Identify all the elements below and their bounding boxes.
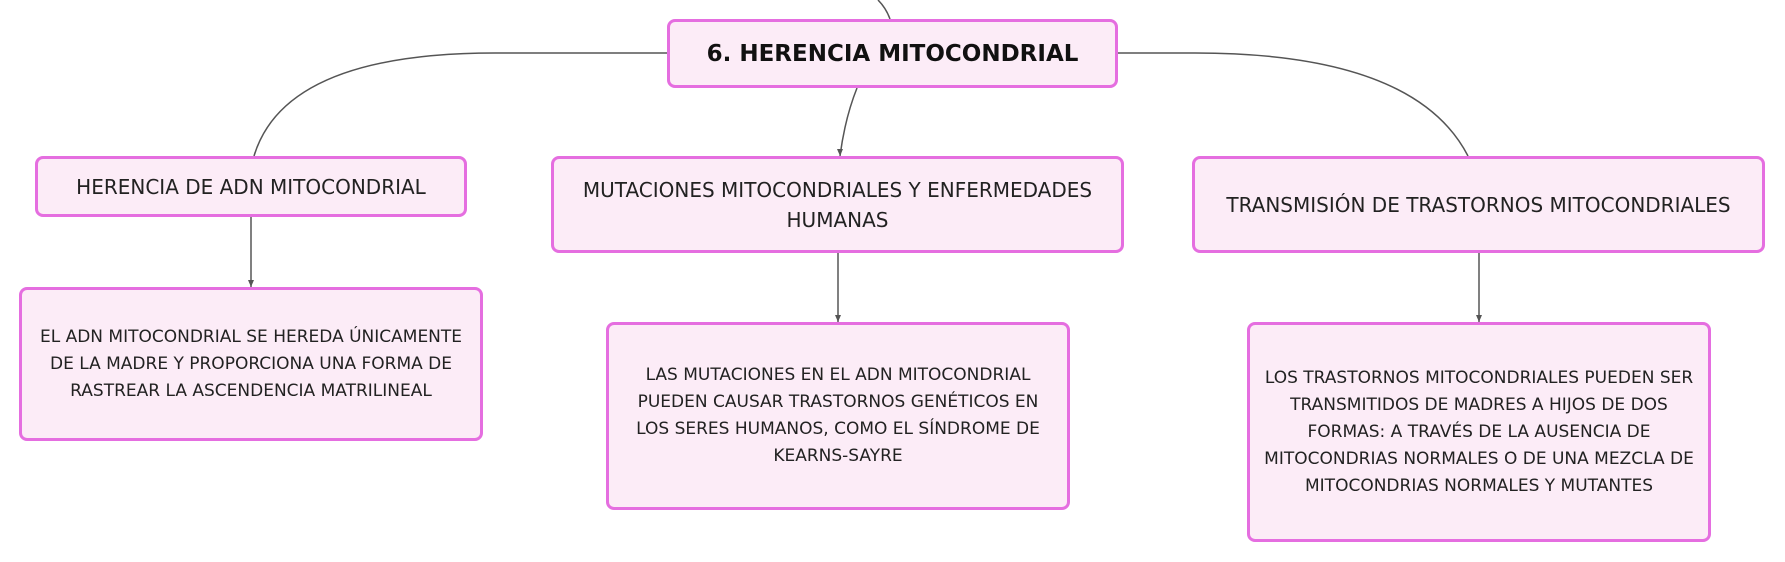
connector-root-to-branch-3	[1118, 53, 1468, 156]
detail-text: EL ADN MITOCONDRIAL SE HEREDA ÚNICAMENTE DE LA MADRE Y PROPORCIONA UNA FORMA DE RASTREAR LA ASCENDENCIA MATRILINEAL	[39, 326, 463, 401]
connector-from-parent	[878, 0, 890, 19]
arrowhead	[835, 315, 841, 322]
connector-root-to-branch-1	[254, 53, 667, 156]
connector-root-to-branch-2	[840, 88, 857, 156]
root-node[interactable]	[667, 19, 1118, 88]
topic-label: MUTACIONES MITOCONDRIALES Y ENFERMEDADES HUMANAS	[582, 177, 1093, 232]
arrowhead	[248, 280, 254, 287]
arrowhead	[1476, 315, 1482, 322]
detail-node-herencia-adn[interactable]	[19, 287, 483, 441]
topic-node-transmision[interactable]	[1192, 156, 1765, 253]
detail-node-transmision[interactable]	[1247, 322, 1711, 542]
topic-node-herencia-adn[interactable]	[35, 156, 467, 217]
detail-text: LAS MUTACIONES EN EL ADN MITOCONDRIAL PUEDEN CAUSAR TRASTORNOS GENÉTICOS EN LOS SERES HUMANOS, COMO EL SÍNDROME DE KEARNS-SAYRE	[636, 365, 1040, 466]
topic-label: HERENCIA DE ADN MITOCONDRIAL	[76, 174, 426, 199]
detail-node-mutaciones[interactable]	[606, 322, 1070, 510]
arrowhead	[837, 149, 843, 156]
detail-text: LOS TRASTORNOS MITOCONDRIALES PUEDEN SER TRANSMITIDOS DE MADRES A HIJOS DE DOS FORMAS: A TRAVÉS DE LA AUSENCIA DE MITOCONDRIAS NORMALES O DE UNA MEZCLA DE MITOCONDRIAS NORMALES Y MUTANTES	[1264, 367, 1694, 496]
root-title: 6. HERENCIA MITOCONDRIAL	[706, 40, 1079, 67]
topic-node-mutaciones[interactable]	[551, 156, 1124, 253]
topic-label: TRANSMISIÓN DE TRASTORNOS MITOCONDRIALES	[1226, 192, 1731, 217]
